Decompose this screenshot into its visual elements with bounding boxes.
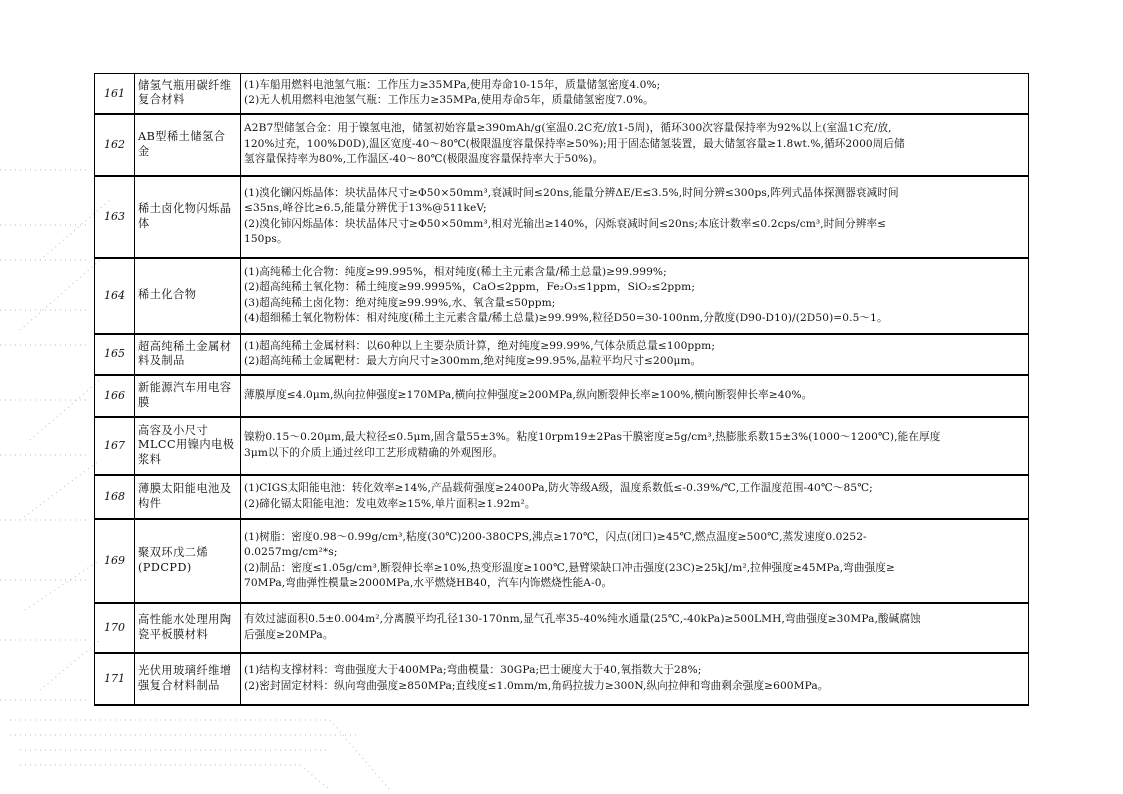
spec-line: (2)超高纯稀土金属靶材：最大方向尺寸≥300mm,绝对纯度≥99.95%,晶粒平均尺寸≤200μm。	[244, 355, 702, 367]
spec-line: (2)碲化镉太阳能电池：发电效率≥15%,单片面积≥1.92m²。	[244, 497, 536, 510]
table-row	[95, 375, 1029, 417]
material-name: 储氢气瓶用碳纤维复合材料	[135, 74, 241, 114]
spec-line: (2)无人机用燃料电池氢气瓶：工作压力≥35MPa,使用寿命5年，质量储氢密度7.0%。	[244, 94, 654, 107]
spec-line: 有效过滤面积0.5±0.004m²,分离膜平均孔径130-170nm,显气孔率35-40%纯水通量(25℃,-40kPa)≥500LMH,弯曲强度≥30MPa,酸碱腐蚀	[244, 613, 921, 625]
spec-line: 3μm以下的介质上通过丝印工艺形成精确的外观图形。	[244, 446, 504, 459]
material-name: 稀土化合物	[135, 258, 241, 334]
spec-table-container	[94, 73, 1028, 706]
spec-line: 70MPa,弯曲弹性模量≥2000MPa,水平燃烧HB40，汽车内饰燃烧性能A-0。	[244, 577, 613, 589]
row-number: 171	[95, 653, 135, 705]
table-row	[95, 519, 1029, 603]
material-name: AB型稀土储氢合金	[135, 114, 241, 176]
spec-line: 0.0257mg/cm²*s;	[244, 546, 338, 558]
row-number: 165	[95, 334, 135, 375]
spec-description	[241, 334, 1029, 375]
spec-description	[241, 417, 1029, 475]
row-number: 161	[95, 74, 135, 114]
row-number: 170	[95, 603, 135, 653]
material-name: 高容及小尺寸MLCC用镍内电极浆料	[135, 417, 241, 475]
spec-line: (4)超细稀土氧化物粉体：相对纯度(稀土主元素含量/稀土总量)≥99.99%,粒径D50=30-100nm,分散度(D90-D10)/(2D50)=0.5～1。	[244, 312, 888, 324]
material-name: 新能源汽车用电容膜	[135, 375, 241, 417]
spec-line: (1)超高纯稀土金属材料：以60种以上主要杂质计算，绝对纯度≥99.99%,气体杂质总量≤100ppm;	[244, 339, 716, 352]
table-row	[95, 258, 1029, 334]
row-number: 163	[95, 176, 135, 258]
table-row	[95, 603, 1029, 653]
spec-line: 薄膜厚度≤4.0μm,纵向拉伸强度≥170MPa,横向拉伸强度≥200MPa,纵向断裂伸长率≥100%,横向断裂伸长率≥40%。	[244, 388, 813, 401]
spec-line: 120%过充，100%D0D),温区宽度-40～80℃(极限温度容量保持率≥50%);用于固态储氢装置，最大储氢容量≥1.8wt.%,循环2000周后储	[244, 137, 905, 150]
material-name: 光伏用玻璃纤维增强复合材料制品	[135, 653, 241, 705]
spec-line: (2)密封固定材料：纵向弯曲强度≥850MPa;直线度≤1.0mm/m,角码拉拔力≥300N,纵向拉伸和弯曲剩余强度≥600MPa。	[244, 679, 829, 692]
spec-description	[241, 74, 1029, 114]
spec-line: ≤35ns,峰谷比≥6.5,能量分辨优于13%@511keV;	[244, 202, 487, 214]
table-row	[95, 114, 1029, 176]
spec-line: (3)超高纯稀土卤化物：绝对纯度≥99.99%,水、氧含量≤50ppm;	[244, 296, 556, 309]
spec-description	[241, 375, 1029, 417]
spec-line: (1)溴化镧闪烁晶体：块状晶体尺寸≥Φ50×50mm³,衰减时间≤20ns,能量分辨ΔE/E≤3.5%,时间分辨≤300ps,阵列式晶体探测器衰减时间	[244, 186, 899, 199]
row-number: 166	[95, 375, 135, 417]
row-number: 167	[95, 417, 135, 475]
row-number: 168	[95, 475, 135, 519]
table-row	[95, 74, 1029, 114]
spec-table	[94, 73, 1029, 706]
material-name: 薄膜太阳能电池及构件	[135, 475, 241, 519]
table-row	[95, 417, 1029, 475]
material-name: 高性能水处理用陶瓷平板膜材料	[135, 603, 241, 653]
spec-line: 镍粉0.15～0.20μm,最大粒径≤0.5μm,固含量55±3%。粘度10rpm19±2Pas干膜密度≥5g/cm³,热膨胀系数15±3%(1000～1200℃),能在厚度	[244, 431, 941, 443]
spec-description	[241, 176, 1029, 258]
row-number: 169	[95, 519, 135, 603]
table-row	[95, 475, 1029, 519]
table-row	[95, 334, 1029, 375]
spec-description	[241, 519, 1029, 603]
spec-line: (2)超高纯稀土氧化物：稀土纯度≥99.9995%，CaO≤2ppm，Fe₂O₃≤1ppm，SiO₂≤2ppm;	[244, 281, 696, 293]
material-name: 超高纯稀土金属材料及制品	[135, 334, 241, 375]
table-row	[95, 653, 1029, 705]
spec-line: (2)制品：密度≤1.05g/cm³,断裂伸长率≥10%,热变形温度≥100℃,悬臂梁缺口冲击强度(23C)≥25kJ/m²,拉伸强度≥45MPa,弯曲强度≥	[244, 561, 895, 574]
spec-line: 后强度≥20MPa。	[244, 628, 334, 641]
material-name: 聚双环戊二烯(PDCPD)	[135, 519, 241, 603]
row-number: 164	[95, 258, 135, 334]
spec-line: (1)树脂：密度0.98～0.99g/cm³,粘度(30℃)200-380CPS,沸点≥170℃，闪点(闭口)≥45℃,燃点温度≥500℃,蒸发速度0.0252-	[244, 530, 867, 543]
spec-description	[241, 114, 1029, 176]
spec-line: 150ps。	[244, 233, 288, 245]
spec-line: A2B7型储氢合金：用于镍氢电池，储氢初始容量≥390mAh/g(室温0.2C充/放1-5周)，循环300次容量保持率为92%以上(室温1C充/放,	[244, 122, 892, 135]
spec-description	[241, 603, 1029, 653]
spec-line: (1)高纯稀土化合物：纯度≥99.995%，相对纯度(稀土主元素含量/稀土总量)≥99.999%;	[244, 265, 667, 278]
spec-description	[241, 475, 1029, 519]
spec-line: (1)车船用燃料电池氢气瓶：工作压力≥35MPa,使用寿命10-15年，质量储氢密度4.0%;	[244, 78, 661, 91]
spec-line: (2)溴化铈闪烁晶体：块状晶体尺寸≥Φ50×50mm³,相对光输出≥140%，闪烁衰减时间≤20ns;本底计数率≤0.2cps/cm³,时间分辨率≤	[244, 217, 887, 230]
spec-line: (1)结构支撑材料：弯曲强度大于400MPa;弯曲模量：30GPa;巴士硬度大于40,氧指数大于28%;	[244, 664, 702, 676]
spec-description	[241, 653, 1029, 705]
spec-description	[241, 258, 1029, 334]
spec-line: 氢容量保持率为80%,工作温区-40～80℃(极限温度容量保持率大于50%)。	[244, 153, 604, 166]
material-name: 稀土卤化物闪烁晶体	[135, 176, 241, 258]
table-row	[95, 176, 1029, 258]
spec-line: (1)CIGS太阳能电池：转化效率≥14%,产品载荷强度≥2400Pa,防火等级A级，温度系数低≤-0.39%/℃,工作温度范围-40℃～85℃;	[244, 482, 873, 494]
row-number: 162	[95, 114, 135, 176]
